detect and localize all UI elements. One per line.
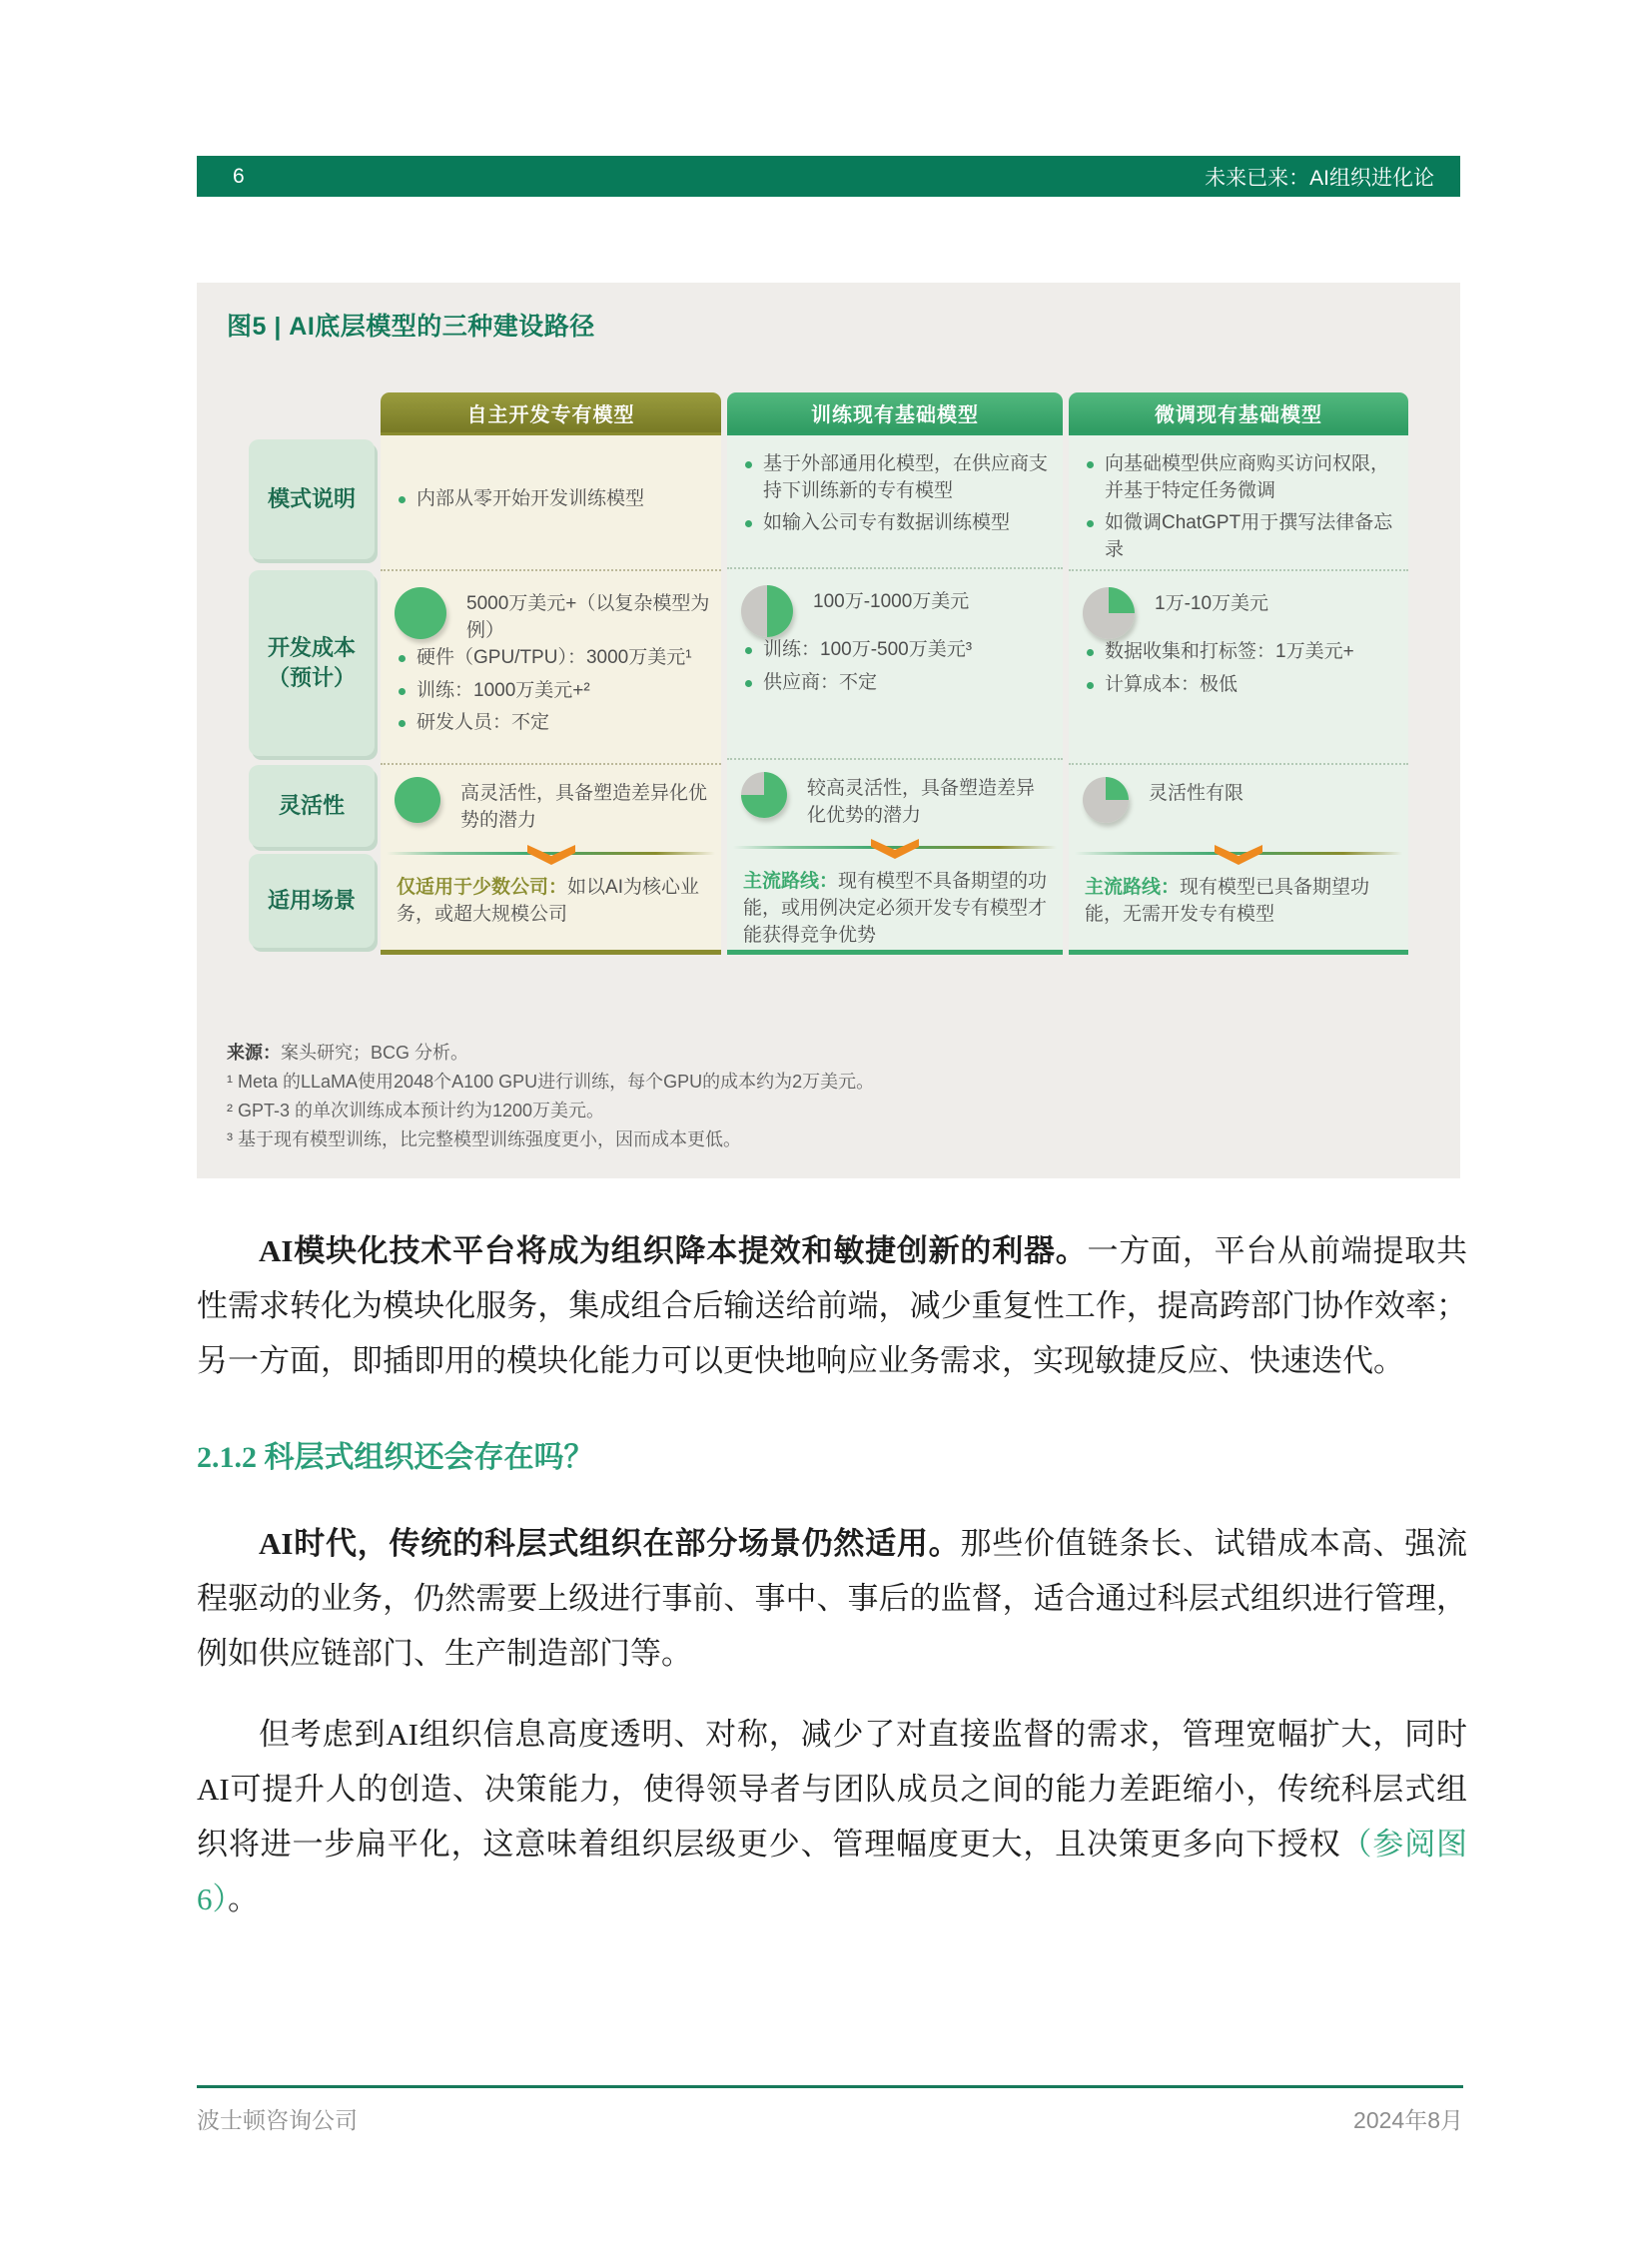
cost-headline: 1万-10万美元 <box>1155 593 1269 614</box>
flexibility-section <box>381 765 721 843</box>
flexibility-text: 高灵活性，具备塑造差异化优势的潜力 <box>460 783 708 831</box>
footer-divider <box>197 2085 1463 2088</box>
row-label-flexibility: 灵活性 <box>249 765 375 847</box>
column-body <box>381 432 721 955</box>
cost-headline: 100万-1000万美元 <box>813 591 970 613</box>
mode-bullet: 向基础模型供应商购买访问权限，并基于特定任务微调 <box>1083 451 1396 504</box>
source-line <box>227 1039 1430 1068</box>
mode-section <box>381 435 721 571</box>
pie-chart-100-percent-icon <box>395 777 440 823</box>
arrow-divider <box>381 843 721 865</box>
mode-bullet: 内部从零开始开发训练模型 <box>395 486 644 513</box>
mode-section <box>727 435 1063 569</box>
cost-bullet: 数据收集和打标签：1万美元+ <box>1083 639 1398 666</box>
mode-section <box>1069 435 1408 571</box>
footnote-2: ² GPT-3 的单次训练成本预计约为1200万美元。 <box>227 1101 605 1120</box>
pie-chart-75-percent-icon <box>741 772 787 818</box>
pie-chart-25-percent-icon <box>1083 587 1135 639</box>
paragraph-1 <box>197 1223 1467 1388</box>
scenario-text: 现有模型已具备期望功能，无需开发专有模型 <box>1085 877 1370 925</box>
column-body <box>1069 432 1408 955</box>
scenario-lead: 仅适用于少数公司： <box>397 877 568 898</box>
body-text <box>197 1223 1467 1952</box>
scenario-text: 如以AI为核心业务，或超大规模公司 <box>397 877 699 925</box>
column-header: 微调现有基础模型 <box>1069 392 1408 432</box>
row-label-scenario: 适用场景 <box>249 854 375 948</box>
mode-bullet: 基于外部通用化模型，在供应商支持下训练新的专有模型 <box>741 451 1051 504</box>
page-number: 6 <box>233 164 245 188</box>
cost-bullet: 硬件（GPU/TPU）：3000万美元¹ <box>395 645 711 672</box>
page-footer <box>197 2085 1463 2135</box>
paragraph-3-end: 。 <box>228 1881 259 1916</box>
scenario-lead: 主流路线： <box>1085 877 1181 898</box>
footer-date: 2024年8月 <box>1353 2107 1463 2133</box>
pie-chart-25-percent-icon <box>1083 777 1129 823</box>
section-heading-2-1-2: 2.1.2 科层式组织还会存在吗？ <box>197 1441 594 1474</box>
flexibility-section <box>1069 765 1408 843</box>
column-header: 训练现有基础模型 <box>727 392 1063 432</box>
mode-bullet: 如输入公司专有数据训练模型 <box>741 510 1051 537</box>
cost-section <box>381 571 721 765</box>
cost-bullet: 训练：1000万美元+² <box>395 678 711 705</box>
cost-headline: 5000万美元+（以复杂模型为例） <box>466 593 710 641</box>
cost-bullet: 计算成本：极低 <box>1083 672 1398 699</box>
path-column-train-existing <box>727 392 1063 955</box>
paragraph-2-lead: AI时代，传统的科层式组织在部分场景仍然适用。 <box>259 1526 961 1561</box>
footer-company: 波士顿咨询公司 <box>197 2107 358 2133</box>
row-label-cost: 开发成本 （预计） <box>249 570 375 756</box>
pie-chart-50-percent-icon <box>741 585 793 637</box>
figure-title: 图5 | AI底层模型的三种建设路径 <box>227 313 595 341</box>
report-title: 未来已来：AI组织进化论 <box>1205 166 1434 190</box>
flexibility-section <box>727 760 1063 837</box>
pie-chart-100-percent-icon <box>395 587 446 639</box>
scenario-section <box>727 859 1063 950</box>
figure-table <box>249 392 1430 955</box>
path-column-finetune-existing <box>1069 392 1408 955</box>
flexibility-text: 较高灵活性，具备塑造差异化优势的潜力 <box>807 778 1036 827</box>
path-column-self-develop <box>381 392 721 955</box>
source-text: 案头研究；BCG 分析。 <box>281 1043 469 1063</box>
paragraph-3 <box>197 1707 1467 1926</box>
figure-6-reference-link[interactable]: （参阅图6） <box>197 1827 1468 1916</box>
column-body <box>727 432 1063 955</box>
page-header-bar <box>197 156 1460 197</box>
arrow-divider <box>1069 843 1408 865</box>
scenario-section <box>1069 865 1408 950</box>
cost-bullet: 供应商：不定 <box>741 670 1053 697</box>
mode-bullet: 如微调ChatGPT用于撰写法律备忘录 <box>1083 510 1396 563</box>
scenario-text: 现有模型不具备期望的功能，或用例决定必须开发专有模型才能获得竞争优势 <box>743 871 1048 947</box>
arrow-divider <box>727 837 1063 859</box>
footnote-3: ³ 基于现有模型训练，比完整模型训练强度更小，因而成本更低。 <box>227 1129 741 1149</box>
source-label: 来源： <box>227 1043 281 1063</box>
scenario-section <box>381 865 721 950</box>
flexibility-text: 灵活性有限 <box>1149 783 1244 804</box>
cost-section <box>727 569 1063 760</box>
paragraph-2 <box>197 1516 1467 1681</box>
paragraph-2-rest: 那些价值链条长、试错成本高、强流程驱动的业务，仍然需要上级进行事前、事中、事后的监督，适合通过科层式组织进行管理，例如供应链部门、生产制造部门等。 <box>197 1526 1468 1671</box>
paragraph-1-lead: AI模块化技术平台将成为组织降本提效和敏捷创新的利器。 <box>259 1233 1088 1268</box>
scenario-lead: 主流路线： <box>743 871 839 893</box>
row-label-mode: 模式说明 <box>249 439 375 559</box>
column-header: 自主开发专有模型 <box>381 392 721 432</box>
cost-bullet: 训练：100万-500万美元³ <box>741 637 1053 664</box>
footnote-1: ¹ Meta 的LLaMA使用2048个A100 GPU进行训练，每个GPU的成本约为2万美元。 <box>227 1072 875 1092</box>
row-label-column <box>249 432 375 955</box>
cost-bullet: 研发人员：不定 <box>395 710 711 737</box>
arrow-down-icon <box>1215 843 1262 865</box>
paragraph-1-rest: 一方面，平台从前端提取共性需求转化为模块化服务，集成组合后输送给前端，减少重复性工作，提高跨部门协作效率；另一方面，即插即用的模块化能力可以更快地响应业务需求，实现敏捷反应、快速迭代。 <box>197 1233 1468 1378</box>
figure-notes <box>227 1039 1430 1154</box>
arrow-down-icon <box>527 843 575 865</box>
figure-5 <box>197 283 1460 1178</box>
paragraph-3-text: 但考虑到AI组织信息高度透明、对称，减少了对直接监督的需求，管理宽幅扩大，同时AI可提升人的创造、决策能力，使得领导者与团队成员之间的能力差距缩小，传统科层式组织将进一步扁平化，这意味着组织层级更少、管理幅度更大，且决策更多向下授权 <box>197 1717 1467 1862</box>
cost-section <box>1069 571 1408 765</box>
arrow-down-icon <box>871 837 919 859</box>
